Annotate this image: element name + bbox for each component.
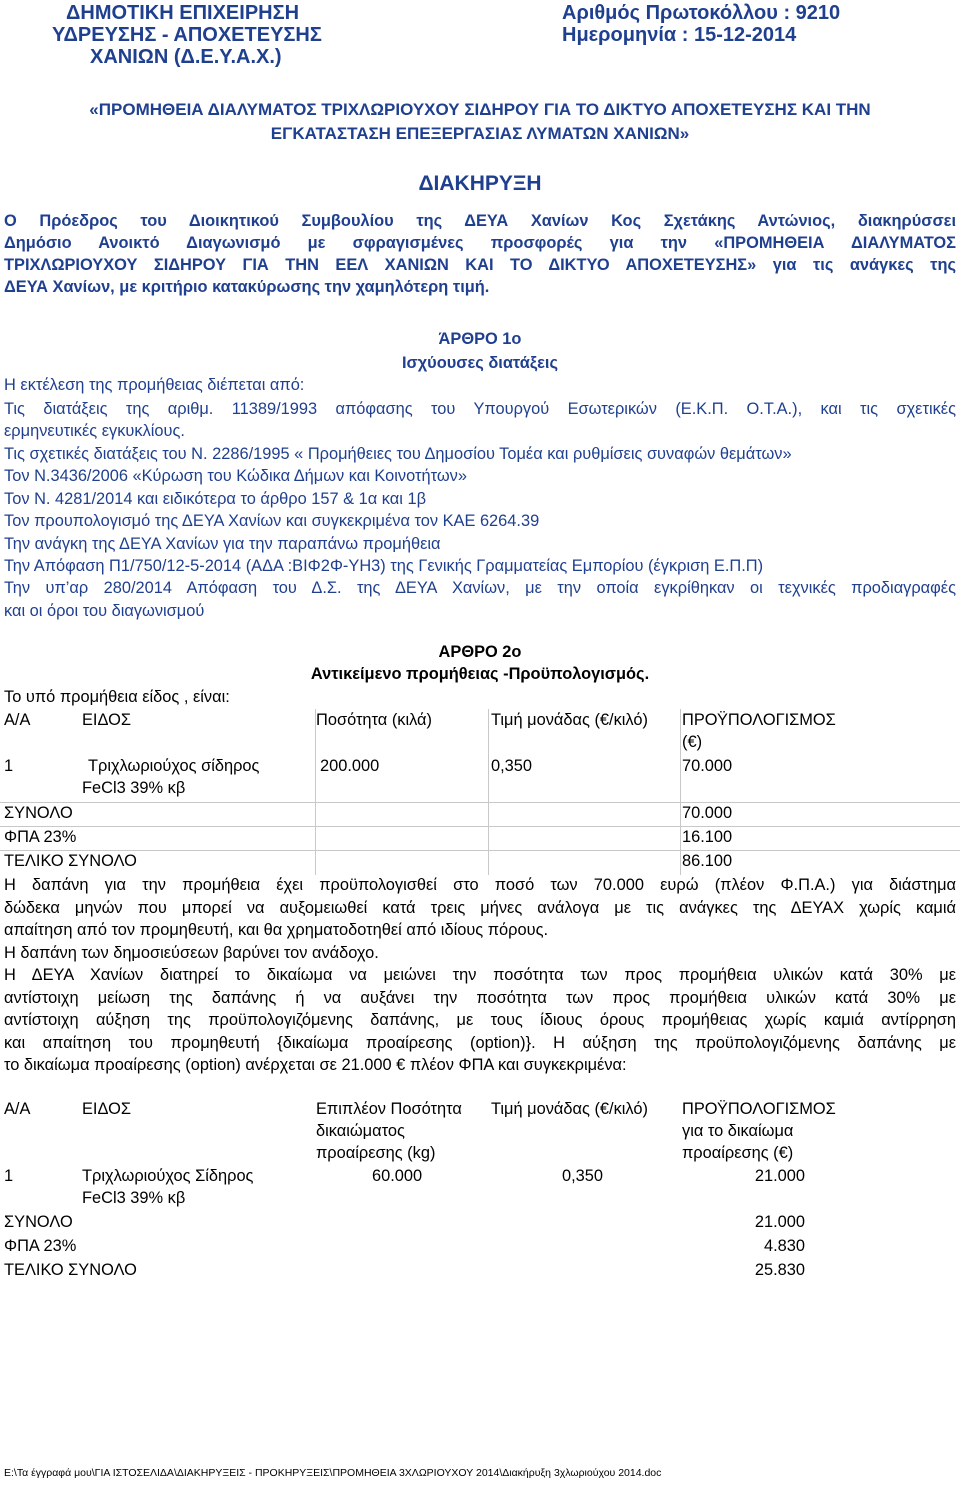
article1-need: Την ανάγκη της ΔΕΥΑ Χανίων για την παραπάνω προμήθεια — [4, 535, 441, 553]
article2-heading: ΑΡΘΡΟ 2ο — [438, 643, 522, 661]
t1-row-item-spec: FeCl3 39% κβ — [82, 779, 186, 797]
article1-heading: ΆΡΘΡΟ 1ο — [438, 330, 522, 348]
intro-line4: ΔΕΥΑ Χανίων, με κριτήριο κατακύρωσης την χαμηλότερη τιμή. — [4, 278, 490, 296]
org-name-line3: ΧΑΝΙΩΝ (Δ.Ε.Υ.Α.Χ.) — [90, 46, 282, 68]
intro-line3: ΤΡΙΧΛΩΡΙΟΥΧΟΥ ΣΙΔΗΡΟΥ ΓΙΑ ΤΗΝ ΕΕΛ ΧΑΝΙΩΝ ΚΑΙ ΤΟ ΔΙΚΤΥΟ ΑΠΟΧΕΤΕΥΣΗΣ» για τις ανάγκες της — [4, 256, 956, 274]
budget-table — [0, 709, 960, 875]
t1-header-budget: ΠΡΟΫΠΟΛΟΓΙΣΜΟΣ — [682, 711, 836, 729]
t1-total-label: ΣΥΝΟΛΟ — [4, 804, 73, 822]
t2-row-unit-price: 0,350 — [562, 1167, 604, 1185]
t2-row-item-spec: FeCl3 39% κβ — [82, 1189, 186, 1207]
declaration-title: ΔΙΑΚΗΡΥΞΗ — [418, 172, 542, 195]
t2-row-budget: 21.000 — [754, 1167, 805, 1185]
article1-budget: Τον προυπολογισμό της ΔΕΥΑ Χανίων και συγκεκριμένα τον ΚΑΕ 6264.39 — [4, 512, 540, 530]
t1-row-item: Τριχλωριούχος σίδηρος — [88, 757, 260, 775]
t2-header-budget-2: για το δικαίωμα — [682, 1122, 794, 1140]
t2-total-value: 21.000 — [754, 1213, 805, 1231]
t2-vat-value: 4.830 — [763, 1237, 805, 1255]
org-name-line2: ΥΔΡΕΥΣΗΣ - ΑΠΟΧΕΤΕΥΣΗΣ — [52, 24, 322, 46]
t1-row-unit-price: 0,350 — [491, 757, 533, 775]
subject-line2: ΕΓΚΑΤΑΣΤΑΣΗ ΕΠΕΞΕΡΓΑΣΙΑΣ ΛΥΜΑΤΩΝ ΧΑΝΙΩΝ» — [270, 124, 690, 143]
article1-subheading: Ισχύουσες διατάξεις — [401, 354, 559, 372]
article1-law-11389: Τις διατάξεις της αριθμ. 11389/1993 απόφασης του Υπουργού Εσωτερικών (Ε.Κ.Π. Ο.Τ.Α.), και τις σχετικές — [4, 400, 956, 418]
budget-para-2: δώδεκα μηνών που μπορεί να αυξομειωθεί κατά τρεις μήνες ανάλογα με τις ανάγκες της ΔΕΥΑΧ χωρίς καμιά — [4, 899, 956, 917]
document-date: Ημερομηνία : 15-12-2014 — [562, 24, 797, 46]
article1-law-2286: Τις σχετικές διατάξεις του Ν. 2286/1995 « Προμήθειες του Δημοσίου Τομέα και ρυθμίσεις συναφών θεμάτων» — [4, 445, 792, 463]
t2-header-budget-3: προαίρεσης (€) — [682, 1144, 794, 1162]
t2-row-index: 1 — [4, 1167, 14, 1185]
t1-row-budget: 70.000 — [682, 757, 733, 775]
option-para-1: Η ΔΕΥΑ Χανίων διατηρεί το δικαίωμα να μειώνει την ποσότητα των προς προμήθεια υλικών κατά 30% με — [4, 966, 956, 984]
article1-approval: Την Απόφαση Π1/750/12-5-2014 (ΑΔΑ :ΒΙΦ2Φ-ΥΗ3) της Γενικής Γραμματείας Εμπορίου (έγκριση Ε.Π.Π) — [4, 557, 764, 575]
option-table — [0, 1100, 960, 1286]
t2-header-item: ΕΙΔΟΣ — [82, 1100, 131, 1118]
t2-total-label: ΣΥΝΟΛΟ — [4, 1213, 73, 1231]
t2-header-unit-price: Τιμή μονάδας (€/κιλό) — [491, 1100, 648, 1118]
option-para-3: αντίστοιχη αύξηση της προϋπολογιζόμενης δαπάνης, με τους ίδιους όρους προμήθειας χωρίς καμιά αντίρρηση — [4, 1011, 956, 1029]
budget-para-1: Η δαπάνη για την προμήθεια έχει προϋπολογισθεί στο ποσό των 70.000 ευρώ (πλέον Φ.Π.Α.) για διάστημα — [4, 876, 956, 894]
t1-grand-total-label: ΤΕΛΙΚΟ ΣΥΝΟΛΟ — [4, 852, 137, 870]
article1-law-3436: Τον Ν.3436/2006 «Κύρωση του Κώδικα Δήμων και Κοινοτήτων» — [4, 467, 467, 485]
t1-header-quantity: Ποσότητα (κιλά) — [316, 711, 432, 729]
article1-board-decision: Την υπ’αρ 280/2014 Απόφαση του Δ.Σ. της ΔΕΥΑ Χανίων, με την οποία εγκρίθηκαν οι τεχνικές προδιαγραφές — [4, 579, 956, 597]
t2-header-extra-qty-2: δικαιώματος — [316, 1122, 405, 1140]
t2-header-budget: ΠΡΟΫΠΟΛΟΓΙΣΜΟΣ — [682, 1100, 836, 1118]
t1-header-budget-unit: (€) — [682, 733, 703, 751]
t1-header-item: ΕΙΔΟΣ — [82, 711, 131, 729]
subject-line1: «ΠΡΟΜΗΘΕΙΑ ΔΙΑΛΥΜΑΤΟΣ ΤΡΙΧΛΩΡΙΟΥΧΟΥ ΣΙΔΗΡΟΥ ΓΙΑ ΤΟ ΔΙΚΤΥΟ ΑΠΟΧΕΤΕΥΣΗΣ ΚΑΙ ΤΗΝ — [89, 100, 871, 119]
t1-grand-total-value: 86.100 — [682, 852, 733, 870]
article2-items-intro: Το υπό προμήθεια είδος , είναι: — [4, 688, 230, 706]
t2-header-aa: Α/Α — [4, 1100, 31, 1118]
option-para-2: αντίστοιχη μείωση της δαπάνης ή να αυξάνει την ποσότητα των προς προμήθεια υλικών κατά 30% με — [4, 989, 956, 1007]
t1-vat-label: ΦΠΑ 23% — [4, 828, 77, 846]
org-name-line1: ΔΗΜΟΤΙΚΗ ΕΠΙΧΕΙΡΗΣΗ — [66, 2, 300, 24]
article1-law-4281: Τον Ν. 4281/2014 και ειδικότερα το άρθρο 157 & 1α και 1β — [4, 490, 427, 508]
t1-row-index: 1 — [4, 757, 14, 775]
article1-circulars: ερμηνευτικές εγκυκλίους. — [4, 422, 185, 440]
intro-line1: Ο Πρόεδρος του Διοικητικού Συμβουλίου της ΔΕΥΑ Χανίων Κος Σχετάκης Αντώνιος, διακηρύσσει — [4, 212, 956, 230]
article1-intro: Η εκτέλεση της προμήθειας διέπεται από: — [4, 376, 305, 394]
article2-subheading: Αντικείμενο προμήθειας -Προϋπολογισμός. — [310, 665, 650, 683]
t2-row-item: Τριχλωριούχος Σίδηρος — [82, 1167, 254, 1185]
footer-file-path: E:\Τα έγγραφά μου\ΓΙΑ ΙΣΤΟΣΕΛΙΔΑ\ΔΙΑΚΗΡΥΞΕΙΣ - ΠΡΟΚΗΡΥΞΕΙΣ\ΠΡΟΜΗΘΕΙΑ 3ΧΛΩΡΙΟΥΧΟΥ 2014\Διακήρυξη 3χλωριούχου 2014.doc — [4, 1467, 662, 1479]
t2-row-quantity: 60.000 — [372, 1167, 423, 1185]
option-para-4: και απαίτηση του προμηθευτή {δικαίωμα προαίρεσης (option)}. Η αύξηση της προϋπολογιζόμενης δαπάνης με — [4, 1034, 956, 1052]
intro-line2: Δημόσιο Ανοικτό Διαγωνισμό με σφραγισμένες προσφορές για την «ΠΡΟΜΗΘΕΙΑ ΔΙΑΛΥΜΑΤΟΣ — [4, 234, 956, 252]
article1-terms: και οι όροι του διαγωνισμού — [4, 602, 205, 620]
option-para-5: το δικαίωμα προαίρεσης (option) ανέρχεται σε 21.000 € πλέον ΦΠΑ και συγκεκριμένα: — [4, 1056, 627, 1074]
t1-vat-value: 16.100 — [682, 828, 733, 846]
protocol-number: Αριθμός Πρωτοκόλλου : 9210 — [562, 2, 841, 24]
t1-header-aa: Α/Α — [4, 711, 31, 729]
t2-grand-total-value: 25.830 — [754, 1261, 805, 1279]
t1-row-quantity: 200.000 — [320, 757, 380, 775]
t2-header-extra-qty-3: προαίρεσης (kg) — [316, 1144, 436, 1162]
budget-para-3: απαίτηση από τον προμηθευτή, και θα χρηματοδοτηθεί από ιδίους πόρους. — [4, 921, 549, 939]
t1-header-unit-price: Τιμή μονάδας (€/κιλό) — [491, 711, 648, 729]
t2-header-extra-qty: Επιπλέον Ποσότητα — [316, 1100, 462, 1118]
t2-vat-label: ΦΠΑ 23% — [4, 1237, 77, 1255]
budget-para-4: Η δαπάνη των δημοσιεύσεων βαρύνει τον ανάδοχο. — [4, 944, 379, 962]
t1-total-value: 70.000 — [682, 804, 733, 822]
t2-grand-total-label: ΤΕΛΙΚΟ ΣΥΝΟΛΟ — [4, 1261, 137, 1279]
